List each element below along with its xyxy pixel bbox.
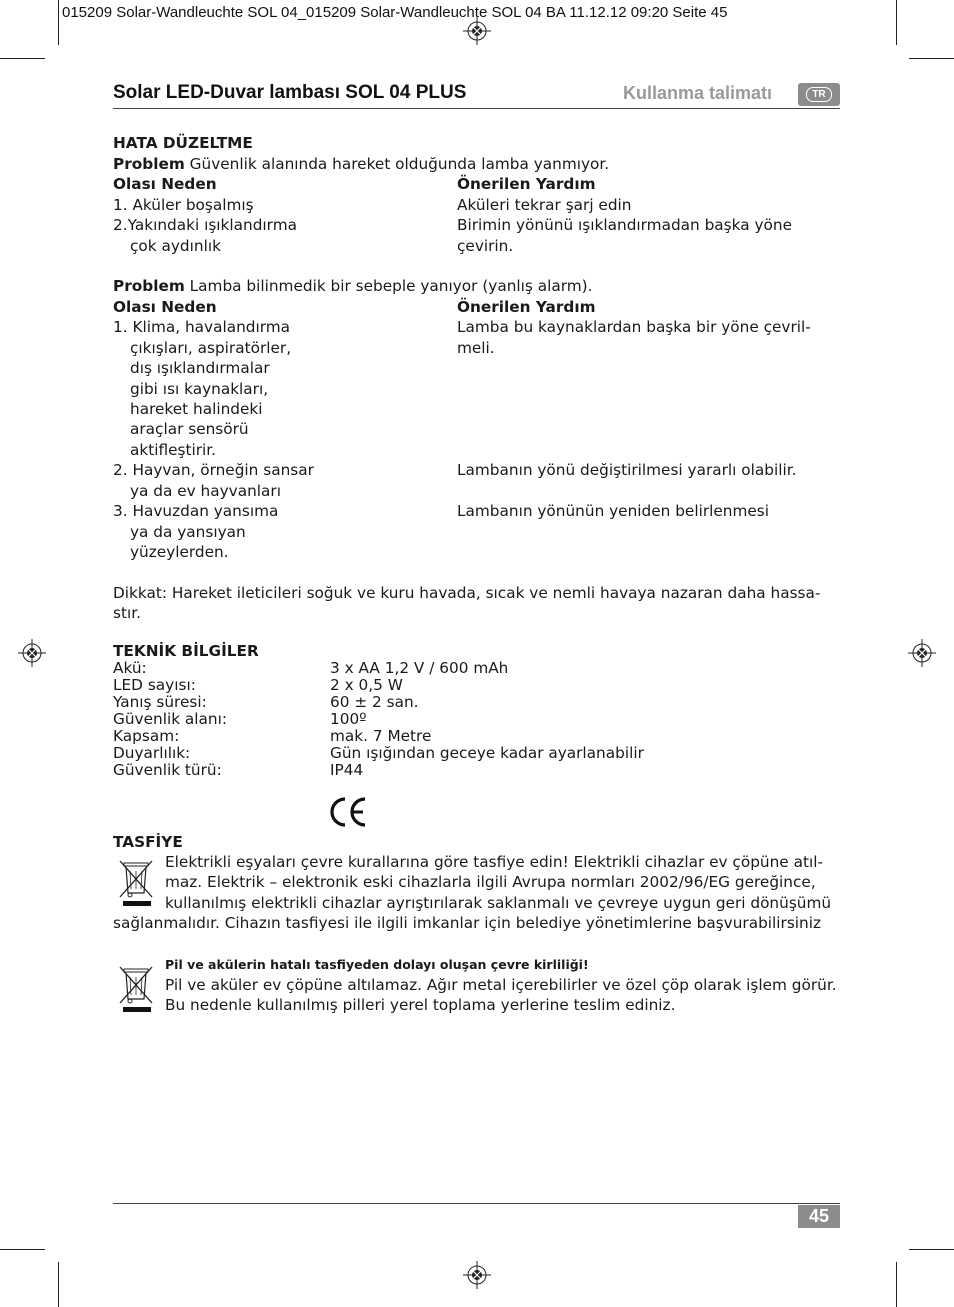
problem-label: Problem [113,277,185,295]
language-code: TR [806,87,832,102]
cause-line: hareket halindeki [130,400,263,418]
column-header-fix: Önerilen Yardım [457,298,596,316]
crop-mark [0,58,45,59]
registration-mark-icon [463,17,491,45]
battery-warning-heading: Pil ve akülerin hatalı tasfiyeden dolayı oluşan çevre kirliliği! [165,957,589,972]
document-title: Solar LED-Duvar lambası SOL 04 PLUS [113,82,467,103]
cause-line: 1. Aküler boşalmış [113,196,254,214]
section-heading-disposal: TASFİYE [113,833,183,851]
spec-value: 2 x 0,5 W [330,676,403,694]
column-header-cause: Olası Neden [113,298,217,316]
cause-line: dış ışıklandırmalar [130,359,270,377]
section-heading-troubleshooting: HATA DÜZELTME [113,134,253,152]
cause-line: araçlar sensörü [130,420,249,438]
cause-line: 2.Yakındaki ışıklandırma [113,216,297,234]
crossed-out-wheelie-bin-icon [118,966,154,1014]
cause-line: ya da yansıyan [130,523,246,541]
fix-line: Aküleri tekrar şarj edin [457,196,632,214]
problem-1 [113,154,609,174]
battery-text-line: Bu nedenle kullanılmış pilleri yerel toplama yerlerine teslim ediniz. [165,996,676,1014]
registration-mark-icon [908,639,936,667]
crop-mark [58,1262,59,1307]
spec-value: 60 ± 2 san. [330,693,419,711]
fix-line: meli. [457,339,495,357]
disposal-text-line: sağlanmalıdır. Cihazın tasfiyesi ile ilgili imkanlar için belediye yönetimlerine başvurabilirsiniz [113,914,822,932]
footer-rule [113,1203,840,1204]
column-header-cause: Olası Neden [113,175,217,193]
problem-2 [113,276,593,296]
cause-line: çok aydınlık [130,237,221,255]
fix-line: Lamba bu kaynaklardan başka bir yöne çevril- [457,318,811,336]
fix-line: Lambanın yönünün yeniden belirlenmesi [457,502,770,520]
problem-text: Lamba bilinmedik bir sebeple yanıyor (yanlış alarm). [184,277,593,295]
caution-note: stır. [113,604,141,622]
spec-value: mak. 7 Metre [330,727,432,745]
cause-line: 1. Klima, havalandırma [113,318,291,336]
caution-note: Dikkat: Hareket ileticileri soğuk ve kuru havada, sıcak ve nemli havaya nazaran daha hassa- [113,584,821,602]
spec-label: Yanış süresi: [113,693,207,711]
crop-mark [909,1249,954,1250]
section-heading-specs: TEKNİK BİLGİLER [113,642,259,660]
spec-label: Akü: [113,659,147,677]
spec-label: LED sayısı: [113,676,196,694]
spec-label: Duyarlılık: [113,744,191,762]
cause-line: çıkışları, aspiratörler, [130,339,292,357]
cause-line: gibi ısı kaynakları, [130,380,269,398]
registration-mark-icon [18,639,46,667]
crop-mark [896,1262,897,1307]
column-header-fix: Önerilen Yardım [457,175,596,193]
spec-label: Güvenlik alanı: [113,710,228,728]
crossed-out-wheelie-bin-icon [118,860,154,908]
fix-line: çevirin. [457,237,514,255]
cause-line: 2. Hayvan, örneğin sansar [113,461,314,479]
crop-mark [0,1249,45,1250]
crop-mark [896,0,897,45]
fix-line: Lambanın yönü değiştirilmesi yararlı olabilir. [457,461,797,479]
spec-value: 3 x AA 1,2 V / 600 mAh [330,659,509,677]
spec-label: Kapsam: [113,727,180,745]
ce-mark-icon [328,796,368,828]
spec-value: 100º [330,710,367,728]
document-subtitle: Kullanma talimatı [623,83,773,103]
cause-line: aktifleştirir. [130,441,217,459]
disposal-text-line: Elektrikli eşyaları çevre kurallarına göre tasfiye edin! Elektrikli cihazlar ev çöpüne atıl- [165,853,823,871]
registration-mark-icon [463,1261,491,1289]
language-badge [798,83,840,106]
problem-label: Problem [113,155,185,173]
cause-line: 3. Havuzdan yansıma [113,502,279,520]
crop-mark [909,58,954,59]
battery-text-line: Pil ve aküler ev çöpüne altılamaz. Ağır metal içerebilirler ve özel çöp olarak işlem görür. [165,976,837,994]
header-rule [113,108,840,109]
spec-value: Gün ışığından geceye kadar ayarlanabilir [330,744,644,762]
fix-line: Birimin yönünü ışıklandırmadan başka yöne [457,216,792,234]
page-number: 45 [798,1205,840,1228]
cause-line: ya da ev hayvanları [130,482,281,500]
crop-mark [58,0,59,45]
problem-text: Güvenlik alanında hareket olduğunda lamba yanmıyor. [184,155,610,173]
cause-line: yüzeylerden. [130,543,229,561]
disposal-text-line: kullanılmış elektrikli cihazlar ayrıştırılarak saklanmalı ve çevreye uygun geri dönüşümü [165,894,832,912]
disposal-text-line: maz. Elektrik – elektronik eski cihazlarla ilgili Avrupa normları 2002/96/EG gereğince, [165,873,816,891]
print-slug: 015209 Solar-Wandleuchte SOL 04_015209 Solar-Wandleuchte SOL 04 BA 11.12.12 09:20 Seite 45 [62,4,728,21]
spec-value: IP44 [330,761,364,779]
spec-label: Güvenlik türü: [113,761,222,779]
